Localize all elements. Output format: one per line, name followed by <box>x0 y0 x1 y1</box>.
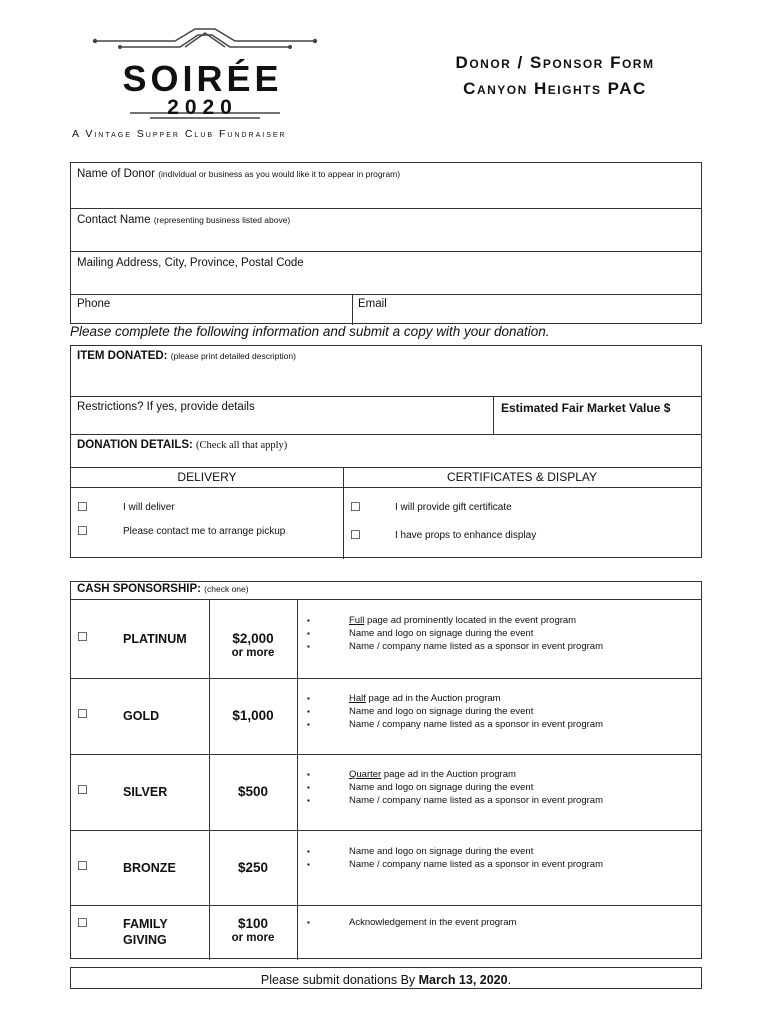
item-donated-hint: (please print detailed description) <box>170 351 296 361</box>
tier-family-giving <box>71 906 701 960</box>
tier-name-family: FAMILY <box>123 917 168 931</box>
logo-tagline: A Vintage Supper Club Fundraiser <box>72 128 287 140</box>
form-title <box>430 50 680 102</box>
footer-text-end: . <box>507 973 512 987</box>
tier-name-bronze: BRONZE <box>123 861 176 875</box>
footer-text-lead: Please submit donations By <box>260 973 419 987</box>
certificates-header: CERTIFICATES & DISPLAY <box>446 470 598 484</box>
checkbox-bronze[interactable]: ☐ <box>77 859 88 873</box>
delivery-header: DELIVERY <box>177 470 237 484</box>
benefit-bronze-1: Name and logo on signage during the event <box>349 846 534 857</box>
checkbox-gold[interactable]: ☐ <box>77 707 88 721</box>
restrictions-row <box>71 397 701 435</box>
benefit-bronze-2: Name / company name listed as a sponsor in event program <box>349 859 603 870</box>
benefits-bronze: ▪ Name and logo on signage during the event ▪ Name / company name listed as a sponsor in event program <box>307 846 603 870</box>
tier-name-giving: GIVING <box>123 933 167 947</box>
market-value-label: Estimated Fair Market Value $ <box>501 401 671 415</box>
benefit-gold-2: Name and logo on signage during the event <box>349 706 534 717</box>
donor-name-hint: (individual or business as you would like it to appear in program) <box>158 169 401 179</box>
benefit-platinum-1: page ad prominently located in the event program <box>364 615 577 626</box>
mailing-address-field[interactable] <box>71 252 701 295</box>
cash-sponsorship-table <box>70 581 702 959</box>
checkbox-props[interactable]: ☐ <box>350 528 361 542</box>
cash-sponsorship-hint: (check one) <box>204 584 249 594</box>
donation-details-header <box>71 435 701 468</box>
tier-gold <box>71 679 701 755</box>
benefit-silver-1: page ad in the Auction program <box>381 769 516 780</box>
instruction-text: Please complete the following information and submit a copy with your donation. <box>70 324 550 339</box>
form-title-line1: Donor / Sponsor Form <box>455 53 655 72</box>
item-donated-label: ITEM DONATED: <box>77 350 168 362</box>
tier-name-gold: GOLD <box>123 709 160 723</box>
checkbox-silver[interactable]: ☐ <box>77 783 88 797</box>
tier-price-bronze: $250 <box>237 860 269 875</box>
donor-info-table <box>70 162 702 324</box>
details-options <box>71 488 701 559</box>
email-label: Email <box>358 298 387 310</box>
tier-name-silver: SILVER <box>123 785 168 799</box>
benefit-silver-3: Name / company name listed as a sponsor in event program <box>349 795 603 806</box>
tier-name-platinum: PLATINUM <box>123 632 187 646</box>
item-donated-table <box>70 345 702 558</box>
checkbox-gift-certificate[interactable]: ☐ <box>350 500 361 514</box>
benefits-family-giving: ▪ Acknowledgement in the event program <box>307 917 517 928</box>
footer-text <box>261 973 511 987</box>
option-deliver: I will deliver <box>123 502 175 513</box>
contact-name-hint: (representing business listed above) <box>153 215 291 225</box>
checkbox-family-giving[interactable]: ☐ <box>77 916 88 930</box>
phone-email-row <box>71 295 701 325</box>
logo-title: SOIRÉE <box>122 58 283 99</box>
tier-bronze <box>71 831 701 906</box>
benefits-gold: ▪ Half page ad in the Auction program ▪ Name and logo on signage during the event ▪ Name / company name listed as a sponsor in event program <box>307 693 603 730</box>
mailing-address-label: Mailing Address, City, Province, Postal Code <box>77 257 304 269</box>
option-gift-certificate: I will provide gift certificate <box>395 502 512 513</box>
phone-label: Phone <box>77 298 111 310</box>
benefit-gold-1: page ad in the Auction program <box>365 693 501 704</box>
tier-silver <box>71 755 701 831</box>
item-donated-field[interactable] <box>71 346 701 397</box>
form-title-line2: Canyon Heights PAC <box>463 79 647 98</box>
tier-more-platinum: or more <box>231 647 275 659</box>
tier-price-platinum: $2,000 <box>232 631 274 646</box>
option-pickup: Please contact me to arrange pickup <box>123 526 286 537</box>
cash-sponsorship-header <box>71 582 701 600</box>
tier-price-gold: $1,000 <box>232 708 274 723</box>
donation-details-label: DONATION DETAILS: <box>77 439 193 451</box>
cash-sponsorship-label: CASH SPONSORSHIP: <box>77 583 201 595</box>
restrictions-label: Restrictions? If yes, provide details <box>77 401 255 413</box>
contact-name-field[interactable] <box>71 209 701 252</box>
benefits-silver: ▪ Quarter page ad in the Auction program ▪ Name and logo on signage during the event ▪ Name / company name listed as a sponsor in event program <box>307 769 603 806</box>
tier-price-family-giving: $100 <box>237 916 269 931</box>
benefit-platinum-1-emph: Full <box>349 615 365 626</box>
checkbox-platinum[interactable]: ☐ <box>77 630 88 644</box>
tier-platinum <box>71 600 701 679</box>
tier-more-family-giving: or more <box>231 932 275 944</box>
benefit-gold-3: Name / company name listed as a sponsor in event program <box>349 719 603 730</box>
benefit-platinum-2: Name and logo on signage during the event <box>349 628 534 639</box>
checkbox-pickup[interactable]: ☐ <box>77 524 88 538</box>
donor-name-field[interactable] <box>71 163 701 209</box>
benefit-family-giving-1: Acknowledgement in the event program <box>349 917 517 928</box>
benefit-gold-1-emph: Half <box>349 693 366 704</box>
benefit-silver-1-emph: Quarter <box>349 769 382 780</box>
donation-details-hint: (Check all that apply) <box>196 440 288 451</box>
checkbox-deliver[interactable]: ☐ <box>77 500 88 514</box>
option-props: I have props to enhance display <box>395 530 537 541</box>
contact-name-label: Contact Name <box>77 214 151 226</box>
footer-box <box>70 967 702 989</box>
details-columns-header <box>71 468 701 488</box>
benefit-platinum-3: Name / company name listed as a sponsor in event program <box>349 641 603 652</box>
benefits-platinum: ▪ Full page ad prominently located in the event program ▪ Name and logo on signage during the event ▪ Name / company name listed as a sponsor in event program <box>307 615 603 652</box>
tier-price-silver: $500 <box>237 784 269 799</box>
benefit-silver-2: Name and logo on signage during the event <box>349 782 534 793</box>
footer-date: March 13, 2020 <box>418 973 508 987</box>
logo-year: 2020 <box>167 96 238 119</box>
donor-name-label: Name of Donor <box>77 168 155 180</box>
